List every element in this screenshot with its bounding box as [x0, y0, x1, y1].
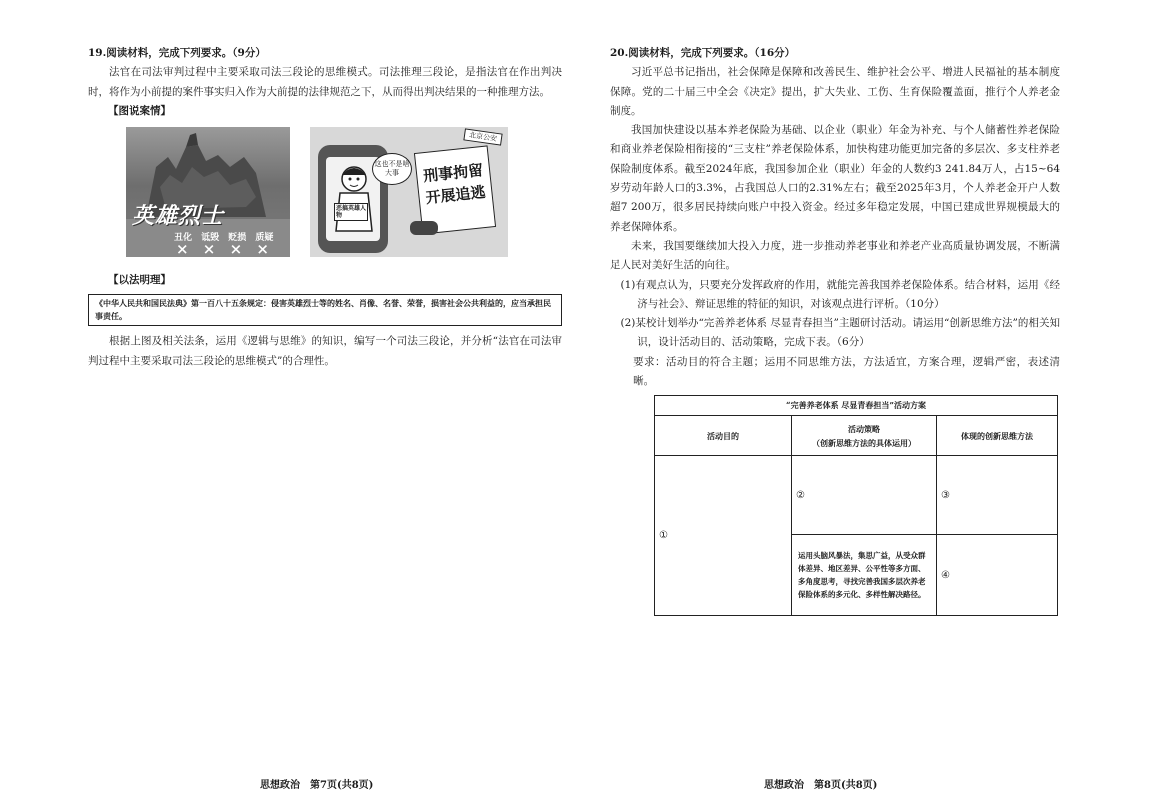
table-title: “完善养老体系 尽显青春担当”活动方案 [655, 396, 1058, 416]
q19-tag-case: 【图说案情】 [108, 104, 171, 117]
footer-page-8: 思想政治 第8页(共8页) [764, 780, 878, 791]
cell-brainstorm-strategy: 运用头脑风暴法，集思广益，从受众群体差异、地区差异、公平性等多方面、多角度思考，寻找完善我国多层次养老保险体系的多元化、多样性解决路径。 [792, 535, 937, 616]
cell-method-blank-4: ④ [937, 535, 1058, 616]
q20-para-1: 习近平总书记指出，社会保障是保障和改善民生、维护社会公平、增进人民福祉的基本制度保障。党的二十届三中全会《决定》提出，扩大失业、工伤、生育保险覆盖面，推行个人养老金制度。 [610, 66, 1060, 117]
q19-task: 根据上图及相关法条，运用《逻辑与思维》的知识，编写一个司法三段论，并分析“法官在司法审判过程中主要采取司法三段论的思维模式”的合理性。 [88, 335, 562, 367]
heroes-title: 英雄烈士 [132, 203, 225, 230]
activity-plan-table [654, 395, 1058, 616]
police-stamp: 北京公安 [463, 129, 502, 146]
detention-banner-text: 刑事拘留 开展追逃 [422, 161, 487, 208]
phone-screen-caption: 恶搞英雄人物 [336, 205, 367, 220]
q20-subq-2: (2)某校计划举办“完善养老体系 尽显青春担当”主题研讨活动。请运用“创新思维方法”的相关知识，设计活动目的、活动策略，完成下表。（6分） [620, 317, 1060, 349]
q20-subq-1: (1)有观点认为，只要充分发挥政府的作用，就能完善我国养老保险体系。结合材料，运用《经济与社会》、辩证思维的特征的知识，对该观点进行评析。（10分） [620, 278, 1060, 310]
q20-para-3: 未来，我国要继续加大投入力度，进一步推动养老事业和养老产业高质量协调发展，不断满足人民对美好生活的向往。 [610, 239, 1060, 272]
cell-strategy-blank: ② [792, 456, 937, 535]
header-strategy-main: 活动策略 [848, 423, 880, 434]
header-strategy-sub: （创新思维方法的具体运用） [812, 437, 916, 448]
q20-title: 20.阅读材料，完成下列要求。（16分） [610, 47, 796, 59]
speech-bubble: 这也不是啥大事 [372, 153, 412, 185]
cell-method-blank-3: ③ [937, 456, 1058, 535]
cell-purpose-blank: ① [655, 456, 792, 616]
q19-intro: 法官在司法审判过程中主要采取司法三段论的思维模式。司法推理三段论，是指法官在作出判决时，将作为小前提的案件事实归入作为大前提的法律规范之下，从而得出判决结果的一种推理方法。 [88, 66, 562, 98]
criminal-detention-illustration [310, 127, 508, 257]
heroes-martyrs-illustration [126, 127, 290, 257]
civil-code-article: 《中华人民共和国民法典》第一百八十五条规定：侵害英雄烈士等的姓名、肖像、名誉、荣誉，损害社会公共利益的，应当承担民事责任。 [88, 294, 562, 326]
q19-title: 19.阅读材料，完成下列要求。（9分） [88, 47, 266, 59]
question-20 [610, 44, 1060, 616]
holding-hand [410, 221, 438, 235]
heroes-words: 丑化 诋毁 贬损 质疑 [174, 233, 274, 244]
q19-tag-law: 【以法明理】 [108, 274, 171, 287]
header-thinking-method: 体现的创新思维方法 [937, 416, 1058, 456]
header-activity-purpose: 活动目的 [655, 416, 792, 456]
header-activity-strategy [792, 416, 937, 456]
q20-para-2: 我国加快建设以基本养老保险为基础、以企业（职业）年金为补充、与个人储蓄性养老保险和商业养老保险相衔接的“三支柱”养老保险体系，加快构建功能更加完备的多层次、多支柱养老保险制度体系。截至2024年底，我国参加企业（职业）年金的人数约3 241.84万人，占15~64岁劳动年龄人口的3.3%，占我国总人口的2.31%左右；截至2025年3月，个人养老金开户人数超7 200万，很多居民持续向账户中投入资金。经过多年稳定发展，中国已建成世界规模最大的养老保障体系。 [610, 124, 1060, 233]
footer-page-7: 思想政治 第7页(共8页) [260, 780, 374, 791]
q20-requirement: 要求：活动目的符合主题；运用不同思维方法，方法适宜，方案合理，逻辑严密，表述清晰。 [633, 355, 1060, 388]
case-figures [88, 127, 562, 269]
heroes-crosses: × × × × [176, 240, 269, 258]
question-19 [88, 44, 562, 371]
